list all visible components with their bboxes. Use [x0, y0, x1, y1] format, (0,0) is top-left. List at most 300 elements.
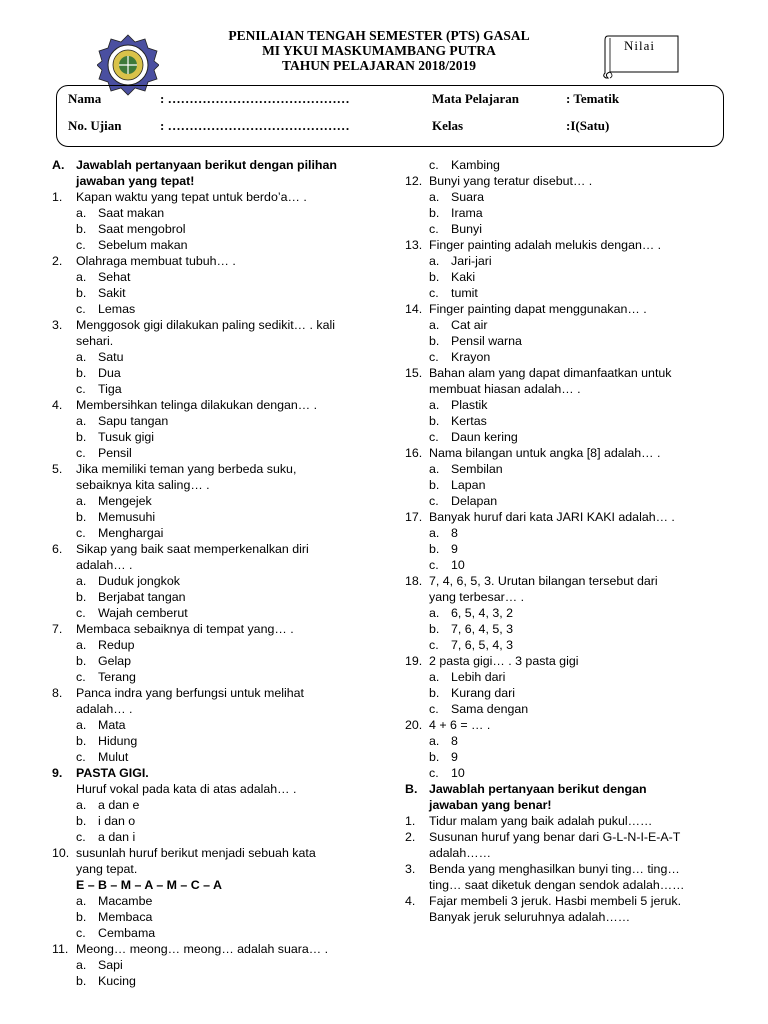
- question-continuation: [52, 333, 377, 349]
- exam-number-field[interactable]: : ……………………………………: [160, 118, 350, 133]
- answer-option: [405, 557, 735, 573]
- option-letter: b.: [76, 734, 87, 748]
- option-letter: c.: [429, 430, 439, 444]
- option-letter: a.: [429, 734, 440, 748]
- answer-option: [405, 285, 735, 301]
- answer-option: [405, 637, 735, 653]
- option-text: Pensil warna: [451, 334, 522, 348]
- option-letter: a.: [76, 270, 87, 284]
- header-year: TAHUN PELAJARAN 2018/2019: [281, 58, 476, 73]
- option-text: Cembama: [98, 926, 156, 940]
- answer-option: [405, 429, 735, 445]
- answer-option: [52, 365, 377, 381]
- question-item: [52, 157, 377, 173]
- question-item: [405, 173, 735, 189]
- answer-option: [405, 269, 735, 285]
- option-text: Daun kering: [451, 430, 518, 444]
- option-letter: c.: [76, 750, 86, 764]
- question-text: Fajar membeli 3 jeruk. Hasbi membeli 5 jeruk.: [429, 894, 682, 908]
- question-text: E – B – M – A – M – C – A: [76, 878, 222, 892]
- question-continuation: [405, 877, 735, 893]
- question-number: 9.: [52, 766, 63, 780]
- answer-option: [52, 589, 377, 605]
- answer-option: [52, 893, 377, 909]
- option-text: Kucing: [98, 974, 136, 988]
- question-number: B.: [405, 782, 418, 796]
- question-number: 14.: [405, 302, 423, 316]
- answer-option: [405, 765, 735, 781]
- answer-option: [405, 621, 735, 637]
- question-continuation: [52, 781, 377, 797]
- option-letter: a.: [429, 318, 440, 332]
- option-text: Kertas: [451, 414, 487, 428]
- option-text: Gelap: [98, 654, 132, 668]
- answer-option: [52, 269, 377, 285]
- option-text: Sama dengan: [451, 702, 529, 716]
- option-letter: b.: [76, 510, 87, 524]
- answer-option: [52, 205, 377, 221]
- option-letter: a.: [76, 414, 87, 428]
- question-text: yang tepat.: [76, 862, 138, 876]
- header-school: MI YKUI MASKUMAMBANG PUTRA: [262, 43, 496, 58]
- answer-option: [405, 685, 735, 701]
- option-letter: a.: [429, 462, 440, 476]
- option-text: 9: [451, 542, 458, 556]
- answer-option: [52, 717, 377, 733]
- question-text: Meong… meong… meong… adalah suara… .: [76, 942, 329, 956]
- question-text: Benda yang menghasilkan bunyi ting… ting…: [429, 862, 680, 876]
- question-text: sehari.: [76, 334, 114, 348]
- option-letter: c.: [429, 350, 439, 364]
- option-text: 8: [451, 734, 458, 748]
- option-letter: b.: [429, 270, 440, 284]
- answer-option: [52, 509, 377, 525]
- option-letter: a.: [429, 398, 440, 412]
- question-text: susunlah huruf berikut menjadi sebuah kata: [76, 846, 316, 860]
- option-letter: b.: [429, 206, 440, 220]
- option-text: Sebelum makan: [98, 238, 188, 252]
- answer-option: [52, 733, 377, 749]
- option-letter: c.: [429, 222, 439, 236]
- answer-option: [405, 493, 735, 509]
- option-letter: a.: [429, 254, 440, 268]
- question-number: 6.: [52, 542, 63, 556]
- option-text: Sapu tangan: [98, 414, 169, 428]
- question-text: jawaban yang tepat!: [76, 174, 195, 188]
- answer-option: [405, 253, 735, 269]
- option-text: 9: [451, 750, 458, 764]
- answer-option: [52, 973, 377, 989]
- option-text: Sakit: [98, 286, 126, 300]
- question-text: Sikap yang baik saat memperkenalkan diri: [76, 542, 309, 556]
- option-letter: b.: [76, 286, 87, 300]
- question-number: 15.: [405, 366, 423, 380]
- option-letter: a.: [76, 350, 87, 364]
- question-continuation: [405, 909, 735, 925]
- student-info-box: [56, 85, 724, 147]
- option-text: Irama: [451, 206, 483, 220]
- question-number: 13.: [405, 238, 423, 252]
- question-text: Bunyi yang teratur disebut… .: [429, 174, 593, 188]
- option-text: Mulut: [98, 750, 129, 764]
- question-continuation: [52, 557, 377, 573]
- question-text: Menggosok gigi dilakukan paling sedikit… . kali: [76, 318, 335, 332]
- question-text: Olahraga membuat tubuh… .: [76, 254, 236, 268]
- question-item: [52, 461, 377, 477]
- question-text: Banyak huruf dari kata JARI KAKI adalah… .: [429, 510, 675, 524]
- question-item: [405, 237, 735, 253]
- option-text: Kaki: [451, 270, 476, 284]
- option-letter: c.: [76, 926, 86, 940]
- question-item: [405, 717, 735, 733]
- question-item: [405, 653, 735, 669]
- option-text: Terang: [98, 670, 136, 684]
- question-number: 5.: [52, 462, 63, 476]
- question-continuation: [52, 861, 377, 877]
- option-letter: c.: [429, 766, 439, 780]
- option-letter: c.: [76, 238, 86, 252]
- answer-option: [52, 909, 377, 925]
- class-label: Kelas: [432, 118, 464, 133]
- option-text: Dua: [98, 366, 121, 380]
- question-text: Jawablah pertanyaan berikut dengan: [429, 782, 647, 796]
- option-letter: b.: [76, 910, 87, 924]
- name-field[interactable]: : ……………………………………: [160, 91, 350, 106]
- question-item: [405, 829, 735, 845]
- option-letter: a.: [76, 958, 87, 972]
- option-text: Hidung: [98, 734, 138, 748]
- option-letter: c.: [429, 638, 439, 652]
- option-text: Memusuhi: [98, 510, 156, 524]
- question-text: Huruf vokal pada kata di atas adalah… .: [76, 782, 297, 796]
- question-text: 7, 4, 6, 5, 3. Urutan bilangan tersebut dari: [429, 574, 658, 588]
- question-text: Nama bilangan untuk angka [8] adalah… .: [429, 446, 661, 460]
- answer-option: [52, 637, 377, 653]
- question-text: yang terbesar… .: [429, 590, 525, 604]
- option-text: Menghargai: [98, 526, 164, 540]
- answer-option: [52, 605, 377, 621]
- option-text: a dan i: [98, 830, 136, 844]
- question-item: [405, 781, 735, 797]
- name-label: Nama: [68, 91, 102, 106]
- answer-option: [405, 605, 735, 621]
- option-text: Kurang dari: [451, 686, 516, 700]
- option-text: Mengejek: [98, 494, 152, 508]
- option-letter: c.: [76, 830, 86, 844]
- option-text: Satu: [98, 350, 124, 364]
- question-number: 20.: [405, 718, 423, 732]
- answer-option: [52, 221, 377, 237]
- answer-option: [405, 477, 735, 493]
- option-text: a dan e: [98, 798, 140, 812]
- option-letter: c.: [76, 302, 86, 316]
- option-letter: a.: [429, 606, 440, 620]
- option-text: Plastik: [451, 398, 488, 412]
- question-text: Tidur malam yang baik adalah pukul……: [429, 814, 653, 828]
- question-number: A.: [52, 158, 65, 172]
- question-number: 3.: [52, 318, 63, 332]
- option-text: 7, 6, 4, 5, 3: [451, 622, 513, 636]
- question-number: 2.: [405, 830, 416, 844]
- question-number: 17.: [405, 510, 423, 524]
- answer-option: [52, 653, 377, 669]
- question-item: [52, 317, 377, 333]
- answer-option: [405, 349, 735, 365]
- option-text: Duduk jongkok: [98, 574, 180, 588]
- question-number: 4.: [52, 398, 63, 412]
- question-number: 3.: [405, 862, 416, 876]
- question-number: 7.: [52, 622, 63, 636]
- question-item: [52, 941, 377, 957]
- answer-option: [405, 701, 735, 717]
- option-letter: a.: [76, 798, 87, 812]
- answer-option: [52, 237, 377, 253]
- question-number: 10.: [52, 846, 70, 860]
- answer-option: [405, 317, 735, 333]
- option-letter: a.: [76, 206, 87, 220]
- option-letter: c.: [76, 446, 86, 460]
- option-letter: b.: [76, 814, 87, 828]
- question-number: 8.: [52, 686, 63, 700]
- option-letter: c.: [429, 702, 439, 716]
- option-letter: a.: [429, 526, 440, 540]
- answer-option: [52, 349, 377, 365]
- question-text: Banyak jeruk seluruhnya adalah……: [429, 910, 631, 924]
- question-text: Membersihkan telinga dilakukan dengan… .: [76, 398, 318, 412]
- question-item: [405, 813, 735, 829]
- subject-value: : Tematik: [566, 91, 620, 106]
- answer-option: [52, 525, 377, 541]
- question-text: Jika memiliki teman yang berbeda suku,: [76, 462, 297, 476]
- option-text: Mata: [98, 718, 126, 732]
- option-letter: c.: [76, 526, 86, 540]
- option-text: Cat air: [451, 318, 488, 332]
- option-text: Bunyi: [451, 222, 482, 236]
- option-letter: c.: [429, 286, 439, 300]
- answer-option: [405, 397, 735, 413]
- option-letter: b.: [76, 974, 87, 988]
- option-letter: b.: [76, 430, 87, 444]
- question-item: [405, 573, 735, 589]
- option-text: Lapan: [451, 478, 486, 492]
- option-text: Lebih dari: [451, 670, 506, 684]
- question-number: 4.: [405, 894, 416, 908]
- option-text: i dan o: [98, 814, 136, 828]
- option-letter: a.: [76, 574, 87, 588]
- question-text: jawaban yang benar!: [429, 798, 552, 812]
- option-text: Wajah cemberut: [98, 606, 188, 620]
- option-text: Sapi: [98, 958, 123, 972]
- option-text: Tusuk gigi: [98, 430, 155, 444]
- question-item: [52, 189, 377, 205]
- answer-option: [52, 829, 377, 845]
- option-letter: c.: [76, 670, 86, 684]
- question-item: [52, 541, 377, 557]
- question-text: 2 pasta gigi… . 3 pasta gigi: [429, 654, 579, 668]
- answer-option: [52, 669, 377, 685]
- question-item: [405, 861, 735, 877]
- question-number: 12.: [405, 174, 423, 188]
- option-letter: c.: [429, 158, 439, 172]
- answer-option: [52, 797, 377, 813]
- option-letter: a.: [429, 670, 440, 684]
- option-letter: c.: [76, 382, 86, 396]
- answer-option: [52, 381, 377, 397]
- answer-option: [52, 573, 377, 589]
- option-letter: b.: [429, 750, 440, 764]
- question-continuation: [52, 477, 377, 493]
- option-text: 6, 5, 4, 3, 2: [451, 606, 513, 620]
- option-text: Saat mengobrol: [98, 222, 186, 236]
- option-text: Jari-jari: [451, 254, 492, 268]
- option-text: Sehat: [98, 270, 131, 284]
- option-text: 10: [451, 766, 465, 780]
- answer-option: [405, 221, 735, 237]
- option-text: Delapan: [451, 494, 498, 508]
- question-number: 16.: [405, 446, 423, 460]
- question-number: 11.: [52, 942, 69, 956]
- answer-option: [405, 205, 735, 221]
- question-item: [405, 445, 735, 461]
- answer-option: [405, 413, 735, 429]
- option-text: Redup: [98, 638, 135, 652]
- answer-option: [405, 669, 735, 685]
- header-title: PENILAIAN TENGAH SEMESTER (PTS) GASAL: [228, 28, 530, 43]
- score-box: [602, 32, 682, 80]
- option-text: Sembilan: [451, 462, 503, 476]
- exam-number-label: No. Ujian: [68, 118, 122, 133]
- answer-option: [405, 333, 735, 349]
- option-text: Macambe: [98, 894, 153, 908]
- question-continuation: [52, 701, 377, 717]
- answer-option: [52, 957, 377, 973]
- answer-option: [405, 525, 735, 541]
- answer-option: [405, 189, 735, 205]
- answer-option: [52, 429, 377, 445]
- answer-option: [52, 493, 377, 509]
- option-letter: c.: [76, 606, 86, 620]
- question-item: [52, 621, 377, 637]
- question-item: [405, 893, 735, 909]
- option-letter: b.: [76, 366, 87, 380]
- answer-option: [405, 461, 735, 477]
- answer-option: [52, 749, 377, 765]
- option-letter: b.: [429, 334, 440, 348]
- answer-option: [52, 413, 377, 429]
- question-text: Panca indra yang berfungsi untuk melihat: [76, 686, 304, 700]
- answer-option: [405, 541, 735, 557]
- option-letter: a.: [429, 190, 440, 204]
- option-text: Saat makan: [98, 206, 165, 220]
- question-text: Susunan huruf yang benar dari G-L-N-I-E-A-T: [429, 830, 681, 844]
- answer-option: [405, 733, 735, 749]
- answer-option: [52, 301, 377, 317]
- question-text: PASTA GIGI.: [76, 766, 149, 780]
- option-letter: a.: [76, 718, 87, 732]
- question-continuation: [405, 845, 735, 861]
- question-number: 1.: [405, 814, 416, 828]
- option-text: Kambing: [451, 158, 500, 172]
- option-letter: c.: [429, 494, 439, 508]
- question-text: adalah… .: [76, 702, 133, 716]
- question-text: 4 + 6 = … .: [429, 718, 491, 732]
- option-text: Krayon: [451, 350, 491, 364]
- question-item: [52, 845, 377, 861]
- question-continuation: [405, 381, 735, 397]
- question-text: Bahan alam yang dapat dimanfaatkan untuk: [429, 366, 672, 380]
- question-text: Finger painting adalah melukis dengan… .: [429, 238, 662, 252]
- question-item: [52, 397, 377, 413]
- question-continuation: [405, 589, 735, 605]
- question-text: membuat hiasan adalah… .: [429, 382, 581, 396]
- question-continuation: [52, 173, 377, 189]
- answer-option: [52, 925, 377, 941]
- question-text: Jawablah pertanyaan berikut dengan pilihan: [76, 158, 337, 172]
- option-text: Membaca: [98, 910, 153, 924]
- option-letter: a.: [76, 494, 87, 508]
- answer-option: [405, 157, 735, 173]
- option-letter: c.: [429, 558, 439, 572]
- subject-label: Mata Pelajaran: [432, 91, 520, 106]
- option-text: 7, 6, 5, 4, 3: [451, 638, 513, 652]
- question-number: 2.: [52, 254, 63, 268]
- question-text: Kapan waktu yang tepat untuk berdo’a… .: [76, 190, 307, 204]
- question-item: [405, 301, 735, 317]
- class-value: :I(Satu): [566, 118, 610, 133]
- question-number: 19.: [405, 654, 423, 668]
- option-letter: a.: [76, 894, 87, 908]
- answer-option: [52, 445, 377, 461]
- question-item: [52, 253, 377, 269]
- option-text: tumit: [451, 286, 478, 300]
- option-text: Lemas: [98, 302, 136, 316]
- question-number: 1.: [52, 190, 63, 204]
- option-text: Tiga: [98, 382, 122, 396]
- option-text: Berjabat tangan: [98, 590, 186, 604]
- answer-option: [405, 749, 735, 765]
- option-letter: b.: [76, 590, 87, 604]
- option-text: Pensil: [98, 446, 132, 460]
- option-letter: b.: [429, 478, 440, 492]
- question-continuation: [405, 797, 735, 813]
- option-letter: b.: [76, 654, 87, 668]
- question-item: [52, 685, 377, 701]
- option-letter: b.: [429, 686, 440, 700]
- question-item: [52, 765, 377, 781]
- option-letter: b.: [429, 622, 440, 636]
- option-letter: b.: [76, 222, 87, 236]
- option-letter: a.: [76, 638, 87, 652]
- question-text: adalah… .: [76, 558, 133, 572]
- question-continuation: [52, 877, 377, 893]
- question-text: adalah……: [429, 846, 491, 860]
- option-text: 8: [451, 526, 458, 540]
- questions-right-column: [405, 157, 735, 925]
- answer-option: [52, 285, 377, 301]
- answer-option: [52, 813, 377, 829]
- option-letter: b.: [429, 414, 440, 428]
- question-item: [405, 509, 735, 525]
- question-text: ting… saat diketuk dengan sendok adalah……: [429, 878, 685, 892]
- question-text: sebaiknya kita saling… .: [76, 478, 210, 492]
- questions-left-column: [52, 157, 377, 989]
- score-label: Nilai: [624, 38, 655, 53]
- question-text: Finger painting dapat menggunakan… .: [429, 302, 647, 316]
- option-text: 10: [451, 558, 465, 572]
- option-letter: b.: [429, 542, 440, 556]
- question-text: Membaca sebaiknya di tempat yang… .: [76, 622, 294, 636]
- question-item: [405, 365, 735, 381]
